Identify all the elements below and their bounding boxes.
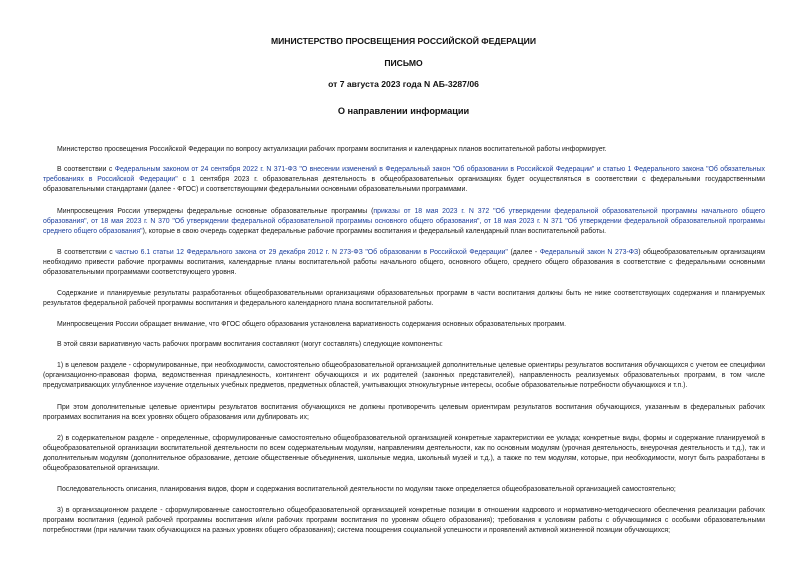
paragraph-text: При этом дополнительные целевые ориентиры результатов воспитания обучающихся не должны противоречить целевым ориентирам результатов воспитания обучающихся, указанным в федеральных рабочих программах воспитания на всех уровнях общего образования или дублировать их; — [43, 404, 765, 422]
paragraph-text: ) общеобразовательным организациям необходимо привести рабочие программы воспитания, календарные планы воспитательной работы начального общего, основного общего, среднего общего образования в соответствие с федеральными основными образовательными программами соответствующего уровня. — [43, 249, 766, 277]
paragraph-organizational-section — [43, 506, 765, 536]
document-date-number: от 7 августа 2023 года N АБ-3287/06 — [328, 79, 479, 89]
paragraph-programs — [43, 207, 765, 237]
paragraph-text: Минпросвещения России обращает внимание, что ФГОС общего образования установлена вариативность содержания основных образовательных программ. — [57, 321, 567, 328]
paragraph-components — [43, 340, 765, 350]
paragraph-text: Последовательность описания, планирования видов, форм и содержания воспитательной деятельности по модулям также определяется общеобразовательной организацией самостоятельно; — [57, 486, 676, 493]
article-12-link[interactable]: частью 6.1 статьи 12 Федерального закона от 29 декабря 2012 г. N 273-ФЗ "Об образовании в Российской Федерации" — [115, 249, 508, 256]
law-273-fz-link[interactable]: Федеральный закон N 273-ФЗ — [539, 249, 639, 256]
paragraph-intro — [43, 145, 765, 155]
paragraph-text: 3) в организационном разделе - сформулированные самостоятельно общеобразовательной организацией конкретные позиции в отношении кадрового и нормативно-методического обеспечения реализации рабочих программ воспитания (единой рабочей программы воспитания и/или рабочих программ воспитания по уровням общего образования); требования к условиям работы с обучающимися с особыми образовательными потребностями (при наличии таких обучающихся на разных уровнях общего образования); система поощрения социальной успешности и проявлений активной жизненной позиции обучающихся; — [43, 507, 765, 535]
paragraph-law-273 — [43, 248, 765, 278]
law-371-fz-link[interactable]: Федеральным законом от 24 сентября 2022 г. N 371-ФЗ "О внесении изменений в Федеральный закон "Об образовании в Российской Федерации" и статью 1 Федерального закона "Об обязательных требованиях в Российской Федерации" — [43, 166, 765, 184]
paragraph-text: 2) в содержательном разделе - определенные, сформулированные самостоятельно общеобразовательной организацией конкретные характеристики ее уклада; конкретные виды, формы и содержание планируемой в общеобразовательной организации воспитательной деятельности по всем содержательным модулям, направлениям деятельности, как по основным модулям (урочная деятельность, внеурочная деятельность и т.д.), так и дополнительным модулям (дополнительное образование, детские общественные объединения, школьные медиа, школьный музей и т.д.), а также по тем модулям, которые, при необходимости, могут быть разработаны в общеобразовательной организации. — [43, 435, 765, 473]
paragraph-target-section — [43, 361, 765, 391]
paragraph-text: Министерство просвещения Российской Федерации по вопросу актуализации рабочих программ воспитания и календарных планов воспитательной работы информирует. — [57, 146, 607, 153]
paragraph-text: В соответствии с — [57, 249, 116, 256]
paragraph-content-section — [43, 434, 765, 474]
paragraph-content — [43, 289, 765, 309]
paragraph-additional-targets — [43, 403, 765, 423]
paragraph-text: (далее - — [507, 249, 540, 256]
paragraph-text: Минпросвещения России утверждены федеральные основные образовательные программы ( — [57, 208, 374, 215]
paragraph-text: В соответствии с — [57, 166, 115, 173]
paragraph-text: В этой связи вариативную часть рабочих программ воспитания составляют (могут составлять) следующие компоненты: — [57, 341, 443, 348]
paragraph-text: Содержание и планируемые результаты разработанных общеобразовательными организациями образовательных программ в части воспитания должны быть не ниже соответствующих содержания и планируемых результатов федеральной рабочей программы воспитания и федерального календарного плана воспитательной работы. — [43, 290, 765, 308]
paragraph-sequence — [43, 485, 765, 495]
document-type: ПИСЬМО — [384, 58, 423, 68]
document-subject: О направлении информации — [337, 106, 470, 116]
paragraph-text: ), которые в свою очередь содержат федеральные рабочие программы воспитания и федеральный календарный план воспитательной работы. — [142, 228, 606, 236]
paragraph-text: 1) в целевом разделе - сформулированные, при необходимости, самостоятельно общеобразовательной организацией дополнительные целевые ориентиры результатов воспитания обучающихся с учетом ее специфики (организационно-правовая форма, ведомственная принадлежность, контингент обучающихся и их родителей (законных представителей), направленность реализуемых образовательных программ, в том числе предусматривающих углубленное изучение отдельных учебных предметов, предметных областей, учитывающих этнокультурные интересы, особые образовательные потребности обучающихся и т.п.). — [43, 362, 765, 390]
ministry-heading: МИНИСТЕРСТВО ПРОСВЕЩЕНИЯ РОССИЙСКОЙ ФЕДЕРАЦИИ — [270, 36, 537, 46]
paragraph-variability — [43, 320, 765, 330]
orders-link[interactable]: приказы от 18 мая 2023 г. N 372 "Об утверждении федеральной образовательной программы начального общего образования", от 18 мая 2023 г. N 370 "Об утверждении федеральной образовательной программы основного общего образования", от 18 мая 2023 г. N 371 "Об утверждении федеральной образовательной программы среднего общего образования" — [43, 208, 765, 236]
paragraph-text: с 1 сентября 2023 г. образовательная деятельность в общеобразовательных организациях будет осуществляться в соответствии с федеральными государственными образовательными стандартами (далее - ФГОС) и соответствующими федеральными основными образовательными программами. — [43, 176, 765, 194]
paragraph-law-371 — [43, 165, 765, 195]
